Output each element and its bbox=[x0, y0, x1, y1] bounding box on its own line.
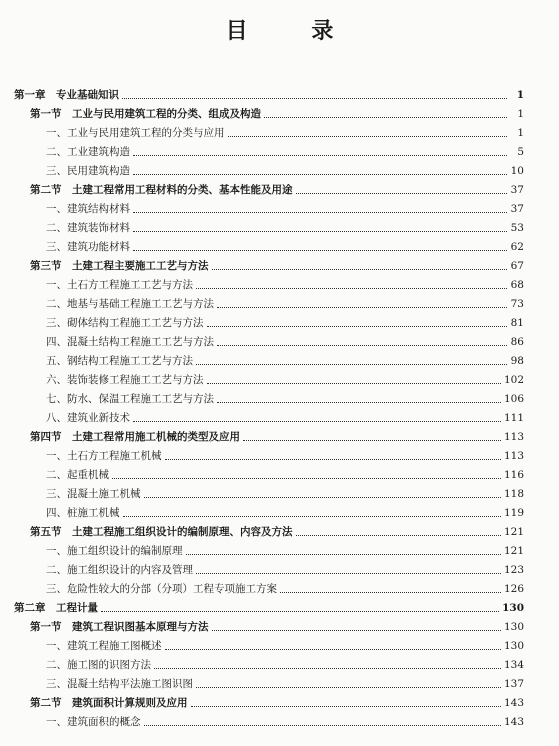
toc-entry-page: 121 bbox=[503, 526, 524, 538]
dot-leader bbox=[112, 478, 501, 479]
toc-entry-title: 二、起重机械 bbox=[46, 469, 109, 481]
dot-leader bbox=[101, 611, 499, 612]
toc-entry-title: 一、工业与民用建筑工程的分类与应用 bbox=[46, 127, 225, 139]
toc-entry-page: 137 bbox=[503, 678, 524, 690]
toc-item-entry[interactable] bbox=[46, 711, 524, 729]
toc-entry-title: 一、土石方工程施工工艺与方法 bbox=[46, 279, 193, 291]
toc-entry-page: 5 bbox=[517, 146, 524, 158]
toc-entry-page: 102 bbox=[503, 374, 524, 386]
dot-leader bbox=[207, 326, 508, 327]
toc-section-entry[interactable] bbox=[30, 255, 524, 273]
dot-leader bbox=[165, 459, 501, 460]
toc-entry-page: 86 bbox=[510, 336, 524, 348]
toc-section-entry[interactable] bbox=[30, 426, 524, 444]
toc-entry-title: 一、建筑面积的概念 bbox=[46, 716, 141, 728]
toc-entry-page: 98 bbox=[510, 355, 524, 367]
toc-entry-page: 37 bbox=[510, 184, 524, 196]
toc-entry-title: 四、桩施工机械 bbox=[46, 507, 120, 519]
dot-leader bbox=[196, 288, 507, 289]
toc-entry-title: 第三节 土建工程主要施工工艺与方法 bbox=[30, 260, 209, 272]
toc-entry-title: 八、建筑业新技术 bbox=[46, 412, 130, 424]
toc-item-entry[interactable] bbox=[46, 331, 524, 349]
dot-leader bbox=[144, 497, 501, 498]
dot-leader bbox=[123, 516, 501, 517]
dot-leader bbox=[122, 98, 507, 99]
toc-section-entry[interactable] bbox=[30, 179, 524, 197]
toc-entry-title: 二、施工组织设计的内容及管理 bbox=[46, 564, 193, 576]
toc-entry-page: 111 bbox=[503, 412, 524, 424]
toc-item-entry[interactable] bbox=[46, 293, 524, 311]
toc-entry-title: 三、混凝土结构平法施工图识图 bbox=[46, 678, 193, 690]
toc-entry-title: 第二节 建筑面积计算规则及应用 bbox=[30, 697, 188, 709]
toc-entry-page: 1 bbox=[517, 108, 524, 120]
toc-entry-page: 113 bbox=[503, 431, 524, 443]
toc-section-entry[interactable] bbox=[30, 692, 524, 710]
toc-chapter-entry[interactable] bbox=[14, 597, 524, 615]
toc-entry-title: 三、混凝土施工机械 bbox=[46, 488, 141, 500]
toc-item-entry[interactable] bbox=[46, 369, 524, 387]
toc-entry-page: 143 bbox=[503, 716, 524, 728]
toc-item-entry[interactable] bbox=[46, 312, 524, 330]
toc-item-entry[interactable] bbox=[46, 673, 524, 691]
toc-entry-title: 四、混凝土结构工程施工工艺与方法 bbox=[46, 336, 214, 348]
dot-leader bbox=[133, 212, 507, 213]
toc-entry-title: 三、民用建筑构造 bbox=[46, 165, 130, 177]
toc-item-entry[interactable] bbox=[46, 350, 524, 368]
dot-leader bbox=[243, 440, 501, 441]
toc-entry-title: 第二节 土建工程常用工程材料的分类、基本性能及用途 bbox=[30, 184, 293, 196]
dot-leader bbox=[296, 193, 508, 194]
dot-leader bbox=[133, 155, 507, 156]
toc-entry-title: 第二章 工程计量 bbox=[14, 602, 98, 614]
toc-entry-title: 二、施工图的识图方法 bbox=[46, 659, 151, 671]
toc-entry-page: 106 bbox=[503, 393, 524, 405]
toc-item-entry[interactable] bbox=[46, 141, 524, 159]
dot-leader bbox=[196, 573, 501, 574]
dot-leader bbox=[165, 649, 501, 650]
toc-item-entry[interactable] bbox=[46, 198, 524, 216]
toc-entry-title: 一、施工组织设计的编制原理 bbox=[46, 545, 183, 557]
dot-leader bbox=[196, 364, 507, 365]
toc-entry-title: 第一节 建筑工程识图基本原理与方法 bbox=[30, 621, 209, 633]
toc-entry-page: 118 bbox=[503, 488, 524, 500]
toc-entry-title: 第一章 专业基础知识 bbox=[14, 89, 119, 101]
toc-chapter-entry[interactable] bbox=[14, 84, 524, 102]
toc-entry-page: 37 bbox=[510, 203, 524, 215]
toc-item-entry[interactable] bbox=[46, 540, 524, 558]
dot-leader bbox=[186, 554, 501, 555]
toc-item-entry[interactable] bbox=[46, 274, 524, 292]
toc-entry-page: 113 bbox=[503, 450, 524, 462]
toc-entry-page: 1 bbox=[517, 127, 524, 139]
dot-leader bbox=[133, 250, 507, 251]
toc-entry-page: 134 bbox=[503, 659, 524, 671]
toc-entry-page: 121 bbox=[503, 545, 524, 557]
dot-leader bbox=[217, 345, 507, 346]
toc-section-entry[interactable] bbox=[30, 616, 524, 634]
dot-leader bbox=[217, 402, 501, 403]
dot-leader bbox=[212, 269, 508, 270]
toc-section-entry[interactable] bbox=[30, 103, 524, 121]
toc-entry-title: 三、危险性较大的分部（分项）工程专项施工方案 bbox=[46, 583, 277, 595]
toc-entry-page: 73 bbox=[510, 298, 524, 310]
toc-item-entry[interactable] bbox=[46, 464, 524, 482]
toc-entry-title: 五、钢结构工程施工工艺与方法 bbox=[46, 355, 193, 367]
toc-entry-page: 1 bbox=[516, 89, 524, 101]
dot-leader bbox=[296, 535, 501, 536]
toc-item-entry[interactable] bbox=[46, 635, 524, 653]
toc-entry-title: 七、防水、保温工程施工工艺与方法 bbox=[46, 393, 214, 405]
toc-entry-page: 119 bbox=[503, 507, 524, 519]
toc-item-entry[interactable] bbox=[46, 502, 524, 520]
dot-leader bbox=[212, 630, 501, 631]
dot-leader bbox=[133, 231, 507, 232]
toc-entry-page: 123 bbox=[503, 564, 524, 576]
toc-entry-page: 62 bbox=[510, 241, 524, 253]
toc-entry-title: 二、地基与基础工程施工工艺与方法 bbox=[46, 298, 214, 310]
toc-entry-page: 130 bbox=[502, 602, 524, 614]
toc-entry-page: 143 bbox=[503, 697, 524, 709]
toc-item-entry[interactable] bbox=[46, 578, 524, 596]
dot-leader bbox=[280, 592, 501, 593]
toc-entry-page: 130 bbox=[503, 621, 524, 633]
dot-leader bbox=[228, 136, 508, 137]
toc-entry-title: 一、建筑工程施工图概述 bbox=[46, 640, 162, 652]
toc-entry-page: 53 bbox=[510, 222, 524, 234]
toc-entry-page: 67 bbox=[510, 260, 524, 272]
toc-section-entry[interactable] bbox=[30, 521, 524, 539]
dot-leader bbox=[217, 307, 507, 308]
toc-item-entry[interactable] bbox=[46, 559, 524, 577]
toc-entry-title: 六、装饰装修工程施工工艺与方法 bbox=[46, 374, 204, 386]
toc-item-entry[interactable] bbox=[46, 483, 524, 501]
toc-entry-title: 第五节 土建工程施工组织设计的编制原理、内容及方法 bbox=[30, 526, 293, 538]
dot-leader bbox=[207, 383, 501, 384]
dot-leader bbox=[144, 725, 501, 726]
toc-entry-title: 一、土石方工程施工机械 bbox=[46, 450, 162, 462]
toc-item-entry[interactable] bbox=[46, 160, 524, 178]
toc-item-entry[interactable] bbox=[46, 388, 524, 406]
toc-entry-page: 126 bbox=[503, 583, 524, 595]
dot-leader bbox=[133, 174, 507, 175]
toc-entry-page: 10 bbox=[510, 165, 524, 177]
toc-entry-page: 81 bbox=[510, 317, 524, 329]
toc-entry-title: 三、建筑功能材料 bbox=[46, 241, 130, 253]
dot-leader bbox=[154, 668, 501, 669]
toc-entry-title: 第一节 工业与民用建筑工程的分类、组成及构造 bbox=[30, 108, 261, 120]
dot-leader bbox=[133, 421, 501, 422]
toc-entry-page: 68 bbox=[510, 279, 524, 291]
toc-entry-title: 一、建筑结构材料 bbox=[46, 203, 130, 215]
toc-entry-page: 116 bbox=[503, 469, 524, 481]
toc-entry-title: 二、工业建筑构造 bbox=[46, 146, 130, 158]
toc-entry-page: 130 bbox=[503, 640, 524, 652]
toc-entry-title: 三、砌体结构工程施工工艺与方法 bbox=[46, 317, 204, 329]
dot-leader bbox=[264, 117, 507, 118]
dot-leader bbox=[196, 687, 501, 688]
toc-item-entry[interactable] bbox=[46, 654, 524, 672]
toc-entry-title: 第四节 土建工程常用施工机械的类型及应用 bbox=[30, 431, 240, 443]
page-title: 目 录 bbox=[225, 18, 362, 44]
toc-item-entry[interactable] bbox=[46, 122, 524, 140]
toc-item-entry[interactable] bbox=[46, 236, 524, 254]
toc-item-entry[interactable] bbox=[46, 407, 524, 425]
toc-entry-title: 二、建筑装饰材料 bbox=[46, 222, 130, 234]
dot-leader bbox=[191, 706, 501, 707]
toc-item-entry[interactable] bbox=[46, 445, 524, 463]
toc-item-entry[interactable] bbox=[46, 217, 524, 235]
